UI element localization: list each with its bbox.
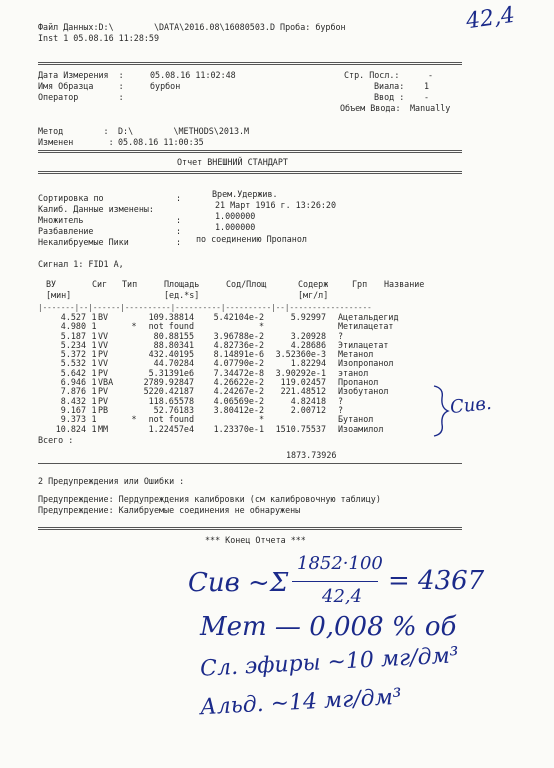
cell-flag	[130, 350, 138, 359]
cell-signal: 1	[91, 377, 97, 388]
results-table	[38, 313, 399, 434]
cell-area: 109.38814	[148, 312, 194, 322]
cell-name: Изобутанол	[338, 386, 389, 397]
cell-ratio: 3.80412e-2	[213, 404, 264, 415]
cell-content: 221.48512	[280, 386, 326, 397]
cell-content: 1.82294	[290, 358, 326, 369]
cell-rt: 7.876	[60, 386, 86, 397]
cell-ratio: 4.06569e-2	[213, 395, 264, 406]
handwritten-result: = 4367	[388, 566, 485, 596]
cell-signal: 1	[91, 330, 97, 341]
cell-area: 80.88155	[153, 330, 194, 341]
changed-value: 05.08.16 11:00:35	[118, 137, 204, 147]
cell-content: 3.20928	[290, 330, 326, 341]
cell-flag	[130, 341, 138, 350]
cell-rt: 5.642	[60, 367, 86, 378]
inst-line: Inst 1 05.08.16 11:28:59	[38, 33, 160, 43]
separator	[38, 527, 462, 530]
method-value: D:\ \METHODS\2013.M	[118, 126, 250, 136]
cell-area: 52.76183	[153, 404, 194, 415]
cell-ratio: 5.42104e-2	[213, 312, 264, 322]
calib-value: 21 Март 1916 г. 13:26:20	[215, 200, 337, 210]
cell-name: Пропанол	[338, 377, 379, 388]
dilution-label: Разбавление	[38, 226, 94, 236]
cell-name: этанол	[338, 367, 369, 378]
cell-signal: 1	[91, 339, 97, 350]
cell-name: ?	[338, 330, 344, 341]
cell-ratio: 4.24267e-2	[213, 386, 264, 397]
cell-ratio: *	[258, 321, 264, 332]
table-divider: |-------|--|------|----------|----------|----------|--|------------------	[38, 303, 372, 312]
cell-flag: *	[131, 321, 137, 332]
sequence-label: Стр. Посл.:	[344, 70, 400, 80]
volume-value: Manually	[410, 103, 451, 113]
file-line: Файл Данных:D:\ \DATA\2016.08\16080503.D Проба: бурбон	[38, 22, 346, 32]
cell-type: PV	[98, 367, 109, 378]
handwritten-formula-left: Сив ~Σ	[188, 568, 289, 598]
cell-name: Метанол	[338, 349, 374, 360]
cell-ratio: 3.96788e-2	[213, 330, 264, 341]
total-value: 1873.73926	[286, 450, 337, 460]
cell-signal: 1	[91, 423, 97, 434]
warning-1: Предупреждение: Пердупреждения калибровки (см калибровочную таблицу)	[38, 494, 381, 504]
cell-area: 2789.92847	[143, 377, 194, 388]
cell-area: 88.80341	[153, 339, 194, 350]
cell-ratio: 4.82736e-2	[213, 339, 264, 350]
sequence-value: -	[428, 70, 434, 80]
sample-value: бурбон	[150, 81, 181, 91]
cell-type: VBA	[98, 377, 114, 388]
cell-name: Ацетальдегид	[338, 312, 399, 322]
handwritten-methanol: Мет — 0,008 % об	[200, 612, 457, 642]
cell-content: 4.28686	[290, 339, 326, 350]
handwritten-denominator: 42,4	[322, 586, 363, 607]
cell-type: VV	[98, 358, 109, 369]
total-label: Всего :	[38, 435, 74, 445]
warning-count: 2 Предупреждения или Ошибки :	[38, 476, 185, 486]
cell-signal: 1	[91, 349, 97, 360]
cell-flag	[130, 332, 138, 341]
cell-name: Изоамилол	[338, 423, 384, 434]
cell-ratio: 8.14891e-6	[213, 349, 264, 360]
cell-type: PV	[98, 386, 109, 397]
changed-label: Изменен :	[38, 137, 114, 147]
cell-rt: 8.432	[60, 395, 86, 406]
cell-area: 432.40195	[148, 349, 194, 360]
col-header-group: Грп	[352, 279, 368, 289]
cell-flag	[130, 359, 138, 368]
cell-type: BV	[98, 312, 109, 322]
cell-ratio: *	[258, 414, 264, 425]
cell-area: 118.65578	[148, 395, 194, 406]
cell-rt: 5.234	[60, 339, 86, 350]
sort-value: Врем.Удержив.	[212, 189, 278, 199]
separator	[38, 150, 462, 153]
cell-ratio: 1.23370e-1	[213, 423, 264, 434]
cell-rt: 5.187	[60, 330, 86, 341]
dilution-value: 1.000000	[215, 222, 256, 232]
calib-label: Калиб. Данные изменены:	[38, 204, 154, 214]
cell-name: Этилацетат	[338, 339, 389, 350]
cell-flag	[130, 369, 138, 378]
cell-ratio: 7.34472e-8	[213, 367, 264, 378]
cell-ratio: 4.07790e-2	[213, 358, 264, 369]
cell-content: 3.90292e-1	[275, 367, 326, 378]
cell-area: 5220.42187	[143, 386, 194, 397]
uncalibrated-label: Некалибруемые Пики	[38, 237, 129, 247]
cell-area: not found	[148, 414, 194, 425]
col-header-type: Тип	[122, 279, 138, 289]
cell-signal: 1	[91, 404, 97, 415]
colon: :	[176, 215, 182, 225]
cell-signal: 1	[91, 321, 97, 332]
cell-signal: 1	[91, 312, 97, 322]
brace-mark	[430, 384, 450, 438]
cell-type: MM	[98, 423, 109, 434]
handwritten-corner-number: 42,4	[464, 2, 517, 35]
uncalibrated-value: по соединению Пропанол	[196, 234, 307, 244]
multiplier-value: 1.000000	[215, 211, 256, 221]
cell-flag	[130, 378, 138, 387]
cell-signal: 1	[91, 386, 97, 397]
cell-area: 1.22457e4	[148, 423, 194, 434]
cell-rt: 5.372	[60, 349, 86, 360]
injection-value: -	[424, 92, 430, 102]
report-title: Отчет ВНЕШНИЙ СТАНДАРТ	[177, 157, 288, 167]
col-header-name: Название	[384, 279, 425, 289]
cell-content: 1510.75537	[275, 423, 326, 434]
cell-name: ?	[338, 395, 344, 406]
multiplier-label: Множитель	[38, 215, 84, 225]
sample-label: Имя Образца :	[38, 81, 124, 91]
col-header-content: Содерж [мг/л]	[298, 279, 329, 300]
sort-label: Сортировка по	[38, 193, 104, 203]
vial-value: 1	[424, 81, 430, 91]
cell-content: 3.52360e-3	[275, 349, 326, 360]
cell-type: PV	[98, 349, 109, 360]
cell-type: PV	[98, 395, 109, 406]
end-of-report: *** Конец Отчета ***	[205, 535, 306, 545]
cell-rt: 4.980	[60, 321, 86, 332]
method-label: Метод :	[38, 126, 109, 136]
cell-flag: *	[131, 414, 137, 425]
col-header-area: Площадь [ед.*s]	[164, 279, 200, 300]
warning-2: Предупреждение: Калибруемые соединения не обнаружены	[38, 505, 301, 515]
cell-rt: 10.824	[55, 423, 86, 434]
cell-content: 2.00712	[290, 404, 326, 415]
cell-flag	[130, 397, 138, 406]
operator-label: Оператор :	[38, 92, 124, 102]
handwritten-brace-label: Сив.	[449, 392, 493, 419]
cell-name: Изопропанол	[338, 358, 394, 369]
cell-signal: 1	[91, 395, 97, 406]
cell-rt: 6.946	[60, 377, 86, 388]
separator	[38, 463, 462, 464]
cell-signal: 1	[91, 367, 97, 378]
handwritten-aldehydes: Альд. ~14 мг/дм³	[199, 684, 403, 721]
handwritten-numerator: 1852·100	[297, 553, 383, 574]
separator	[38, 171, 462, 174]
cell-rt: 4.527	[60, 312, 86, 322]
separator	[38, 62, 462, 65]
fraction-bar	[292, 581, 378, 582]
injection-label: Ввод :	[374, 92, 405, 102]
cell-content: 119.02457	[280, 377, 326, 388]
colon: :	[176, 237, 182, 247]
vial-label: Виала:	[374, 81, 405, 91]
cell-flag	[130, 425, 138, 434]
signal-line: Сигнал 1: FID1 A,	[38, 259, 124, 269]
cell-flag	[130, 387, 138, 396]
cell-ratio: 4.26622e-2	[213, 377, 264, 388]
cell-signal: 1	[91, 414, 97, 425]
col-header-rt: ВУ [мин]	[46, 279, 72, 300]
cell-type: VV	[98, 330, 109, 341]
cell-area: 5.31391e6	[148, 367, 194, 378]
cell-content: 4.82418	[290, 395, 326, 406]
cell-name: Бутанол	[338, 414, 374, 425]
cell-area: 44.70284	[153, 358, 194, 369]
handwritten-esters: Сл. эфиры ~10 мг/дм³	[199, 643, 460, 682]
cell-type: VV	[98, 339, 109, 350]
cell-rt: 5.532	[60, 358, 86, 369]
date-value: 05.08.16 11:02:48	[150, 70, 236, 80]
volume-label: Объем Ввода:	[340, 103, 401, 113]
date-label: Дата Измерения :	[38, 70, 124, 80]
cell-name: Метилацетат	[338, 321, 394, 332]
cell-name: ?	[338, 404, 344, 415]
table-row	[38, 425, 399, 434]
cell-signal: 1	[91, 358, 97, 369]
colon: :	[176, 193, 182, 203]
colon: :	[176, 226, 182, 236]
cell-type: PB	[98, 404, 109, 415]
col-header-signal: Сиг	[92, 279, 108, 289]
cell-rt: 9.373	[60, 414, 86, 425]
col-header-ratio: Сод/Площ	[226, 279, 267, 289]
cell-area: not found	[148, 321, 194, 332]
cell-content: 5.92997	[290, 312, 326, 322]
cell-rt: 9.167	[60, 404, 86, 415]
